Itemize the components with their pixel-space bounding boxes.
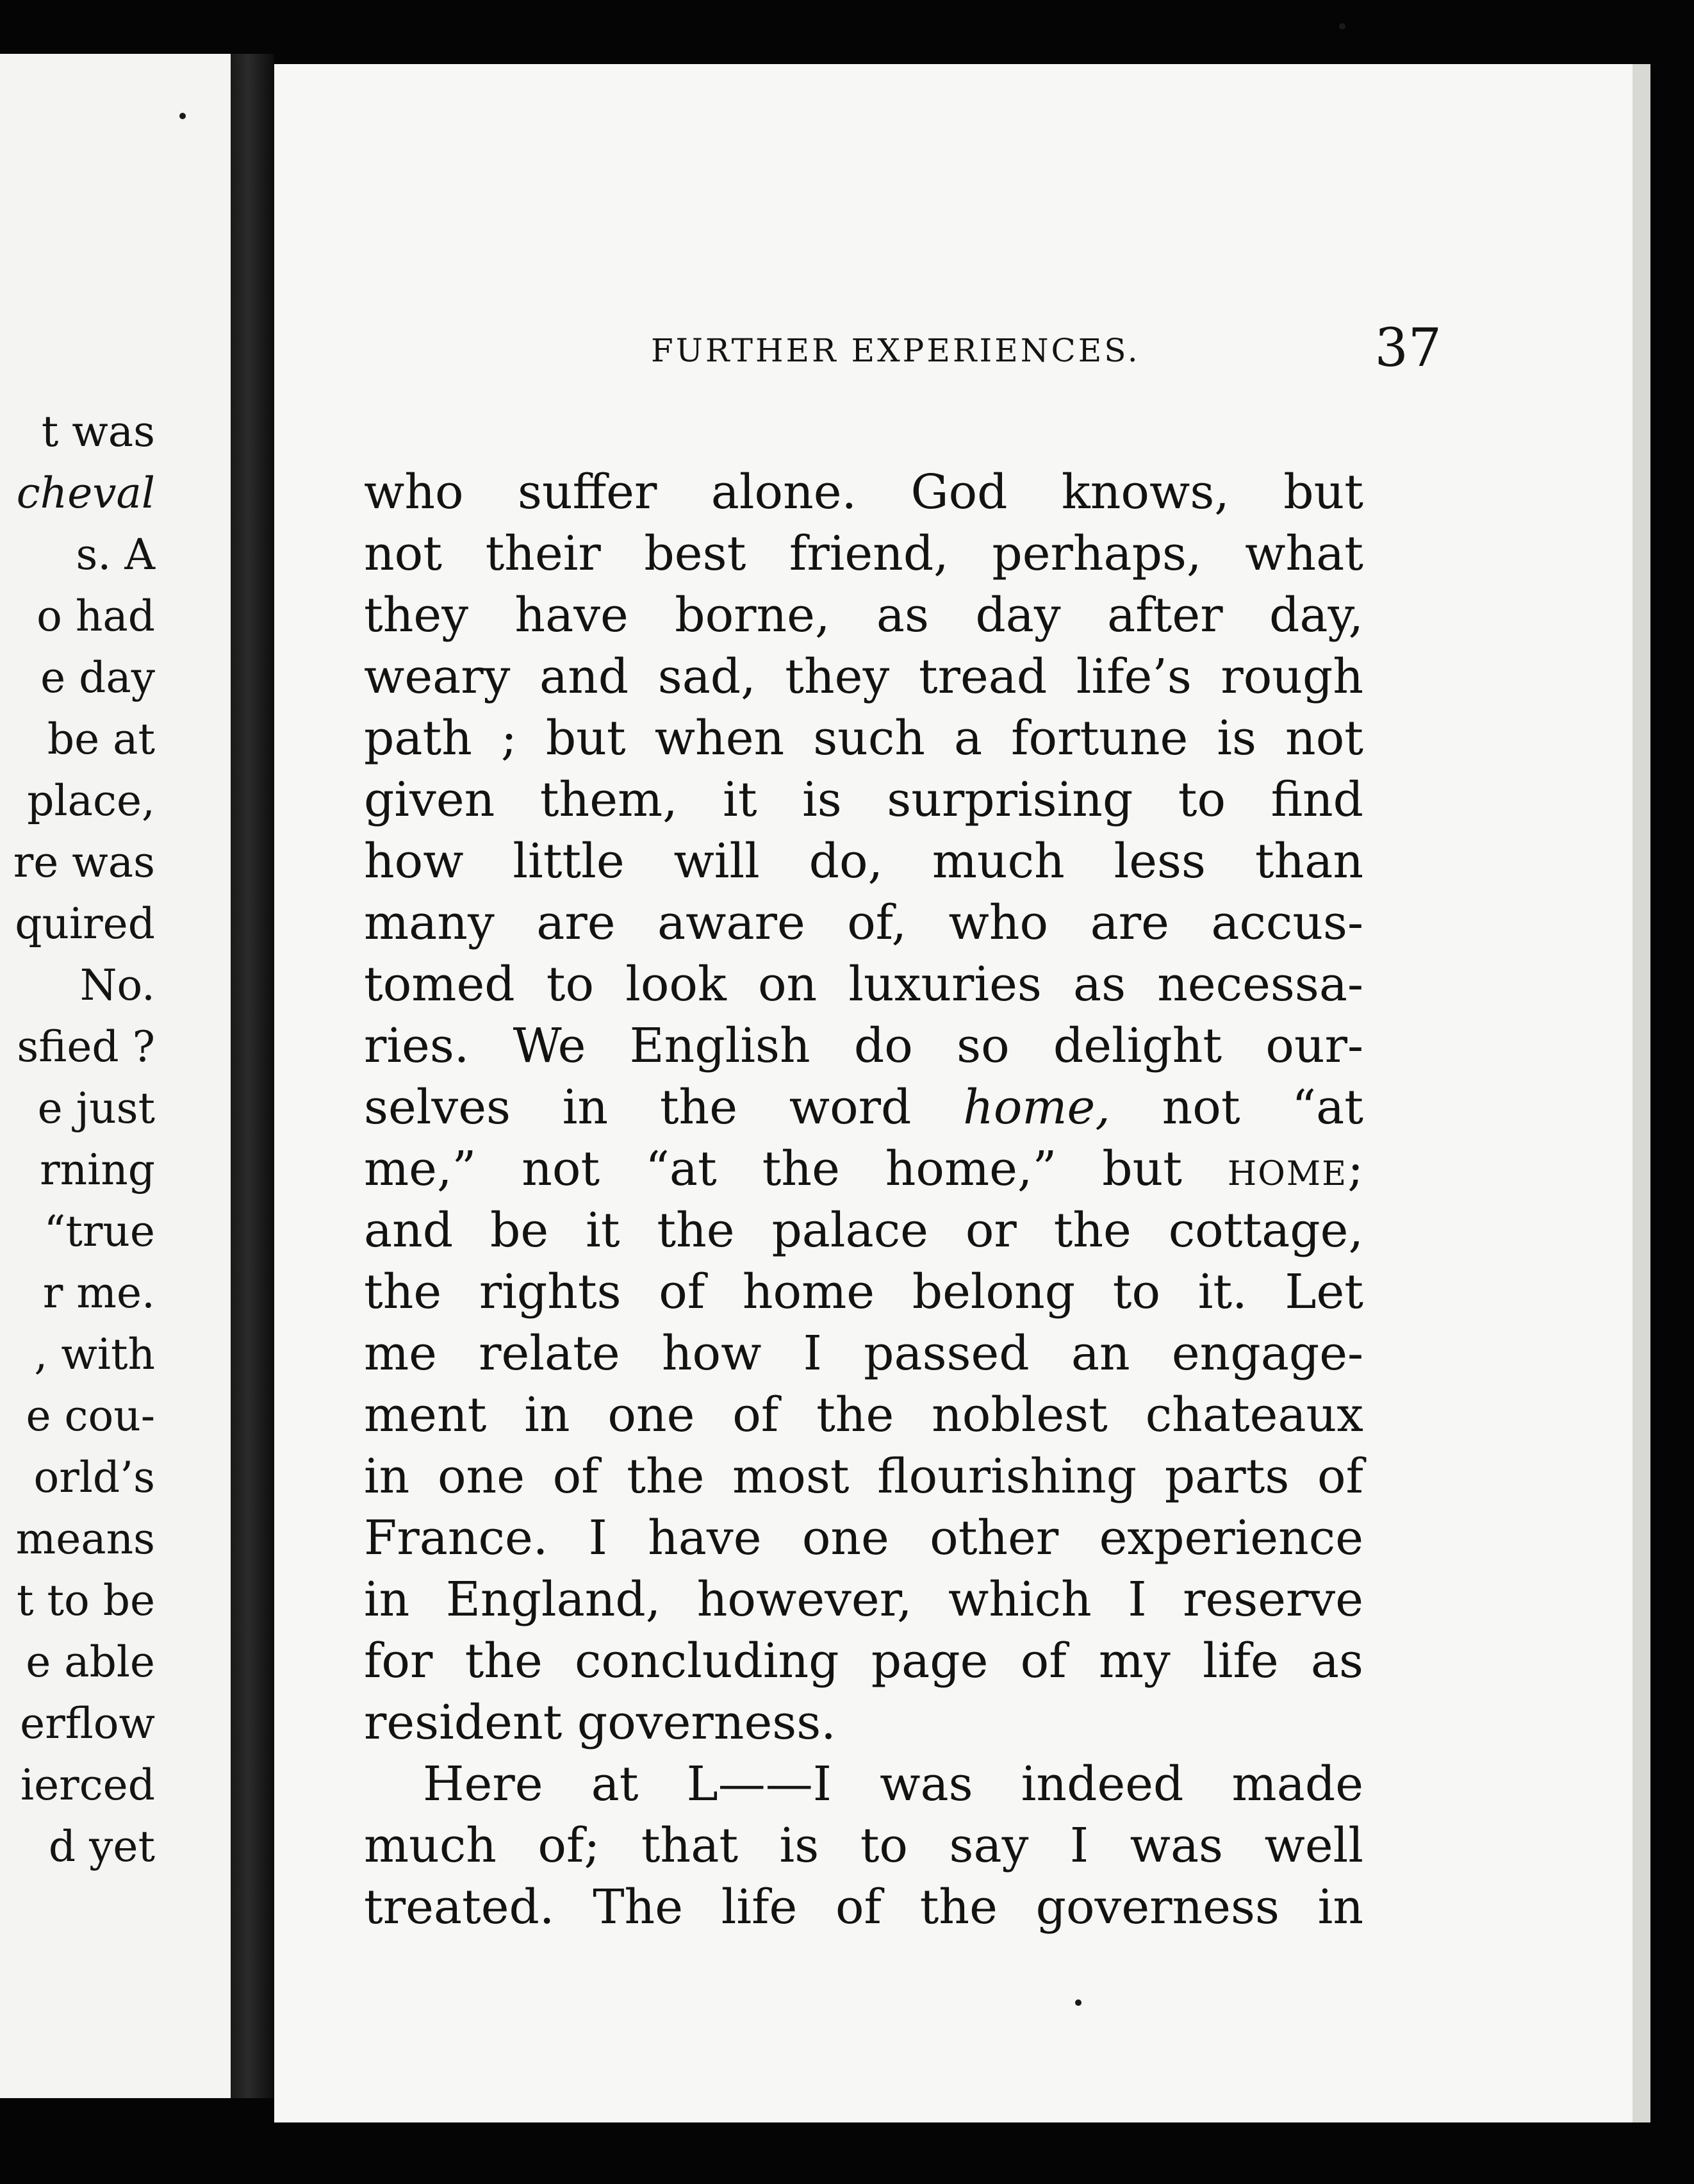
text-line: in one of the most flourishing parts of (364, 1449, 1363, 1504)
left-line: be at (47, 715, 155, 764)
text-line: Here at L——I was indeed made (423, 1757, 1363, 1812)
text-line: ment in one of the noblest chateaux (364, 1387, 1363, 1443)
ink-speck (1339, 23, 1345, 29)
text-line: weary and sad, they tread life’s rough (364, 649, 1363, 704)
left-line: t to be (16, 1576, 155, 1625)
text-line: many are aware of, who are accus- (364, 895, 1363, 950)
running-header (349, 295, 1442, 379)
left-line: re was (13, 838, 155, 887)
running-title: FURTHER EXPERIENCES. (651, 332, 1140, 369)
text-fragment: ; (1347, 1141, 1363, 1196)
small-caps-word: home (1227, 1141, 1348, 1196)
text-line: much of; that is to say I was well (364, 1818, 1363, 1873)
left-line: means (15, 1514, 155, 1564)
italic-word: home, (963, 1080, 1110, 1135)
text-line: tomed to look on luxuries as necessa- (364, 957, 1363, 1012)
previous-page-fragment (0, 54, 231, 2098)
text-line: ries. We English do so delight our- (364, 1018, 1363, 1073)
left-line: rning (40, 1145, 155, 1195)
previous-page-text (0, 401, 155, 1878)
current-page (274, 64, 1650, 2122)
text-fragment: not “at (1162, 1080, 1363, 1135)
left-line: t was (41, 407, 155, 456)
left-line: erflow (20, 1699, 155, 1748)
left-line: e day (40, 653, 155, 702)
text-line-with-small-caps (364, 1138, 1363, 1200)
text-line: the rights of home belong to it. Let (364, 1264, 1363, 1320)
text-fragment: me,” not “at the home,” but (364, 1141, 1182, 1196)
left-line: e just (37, 1084, 155, 1133)
left-line: sfied ? (17, 1022, 155, 1071)
text-line: me relate how I passed an engage- (364, 1326, 1363, 1381)
left-line: cheval (16, 468, 155, 518)
text-line: who suffer alone. God knows, but (364, 465, 1363, 520)
text-line: resident governess. (364, 1695, 836, 1750)
book-gutter (231, 54, 274, 2098)
text-line: in England, however, which I reserve (364, 1572, 1363, 1627)
text-line-with-italic (364, 1077, 1363, 1138)
left-line: d yet (48, 1822, 155, 1871)
page-number: 37 (1374, 318, 1442, 379)
left-line: “true (44, 1207, 155, 1256)
left-line: ierced (21, 1760, 155, 1810)
text-line: given them, it is surprising to find (364, 772, 1363, 827)
ink-speck (179, 113, 186, 119)
left-line: r me. (42, 1268, 155, 1318)
text-line: and be it the palace or the cottage, (364, 1203, 1363, 1258)
left-line: o had (37, 592, 155, 641)
ink-speck (1075, 1999, 1081, 2006)
left-line: e cou- (26, 1391, 155, 1441)
text-line: treated. The life of the governess in (364, 1880, 1363, 1935)
text-line: they have borne, as day after day, (364, 588, 1363, 643)
text-line: for the concluding page of my life as (364, 1634, 1363, 1689)
text-line: not their best friend, perhaps, what (364, 526, 1363, 581)
text-line: France. I have one other experience (364, 1510, 1363, 1566)
left-line: e able (26, 1637, 155, 1687)
left-line: , with (34, 1330, 155, 1379)
body-text (364, 461, 1363, 1938)
left-line: s. A (76, 530, 155, 579)
left-line: orld’s (33, 1453, 155, 1502)
left-line: quired (15, 899, 155, 948)
text-line: path ; but when such a fortune is not (364, 711, 1363, 766)
text-line: how little will do, much less than (364, 834, 1363, 889)
left-line: place, (27, 776, 155, 825)
left-line: No. (79, 961, 155, 1010)
text-fragment: selves in the word (364, 1080, 912, 1135)
